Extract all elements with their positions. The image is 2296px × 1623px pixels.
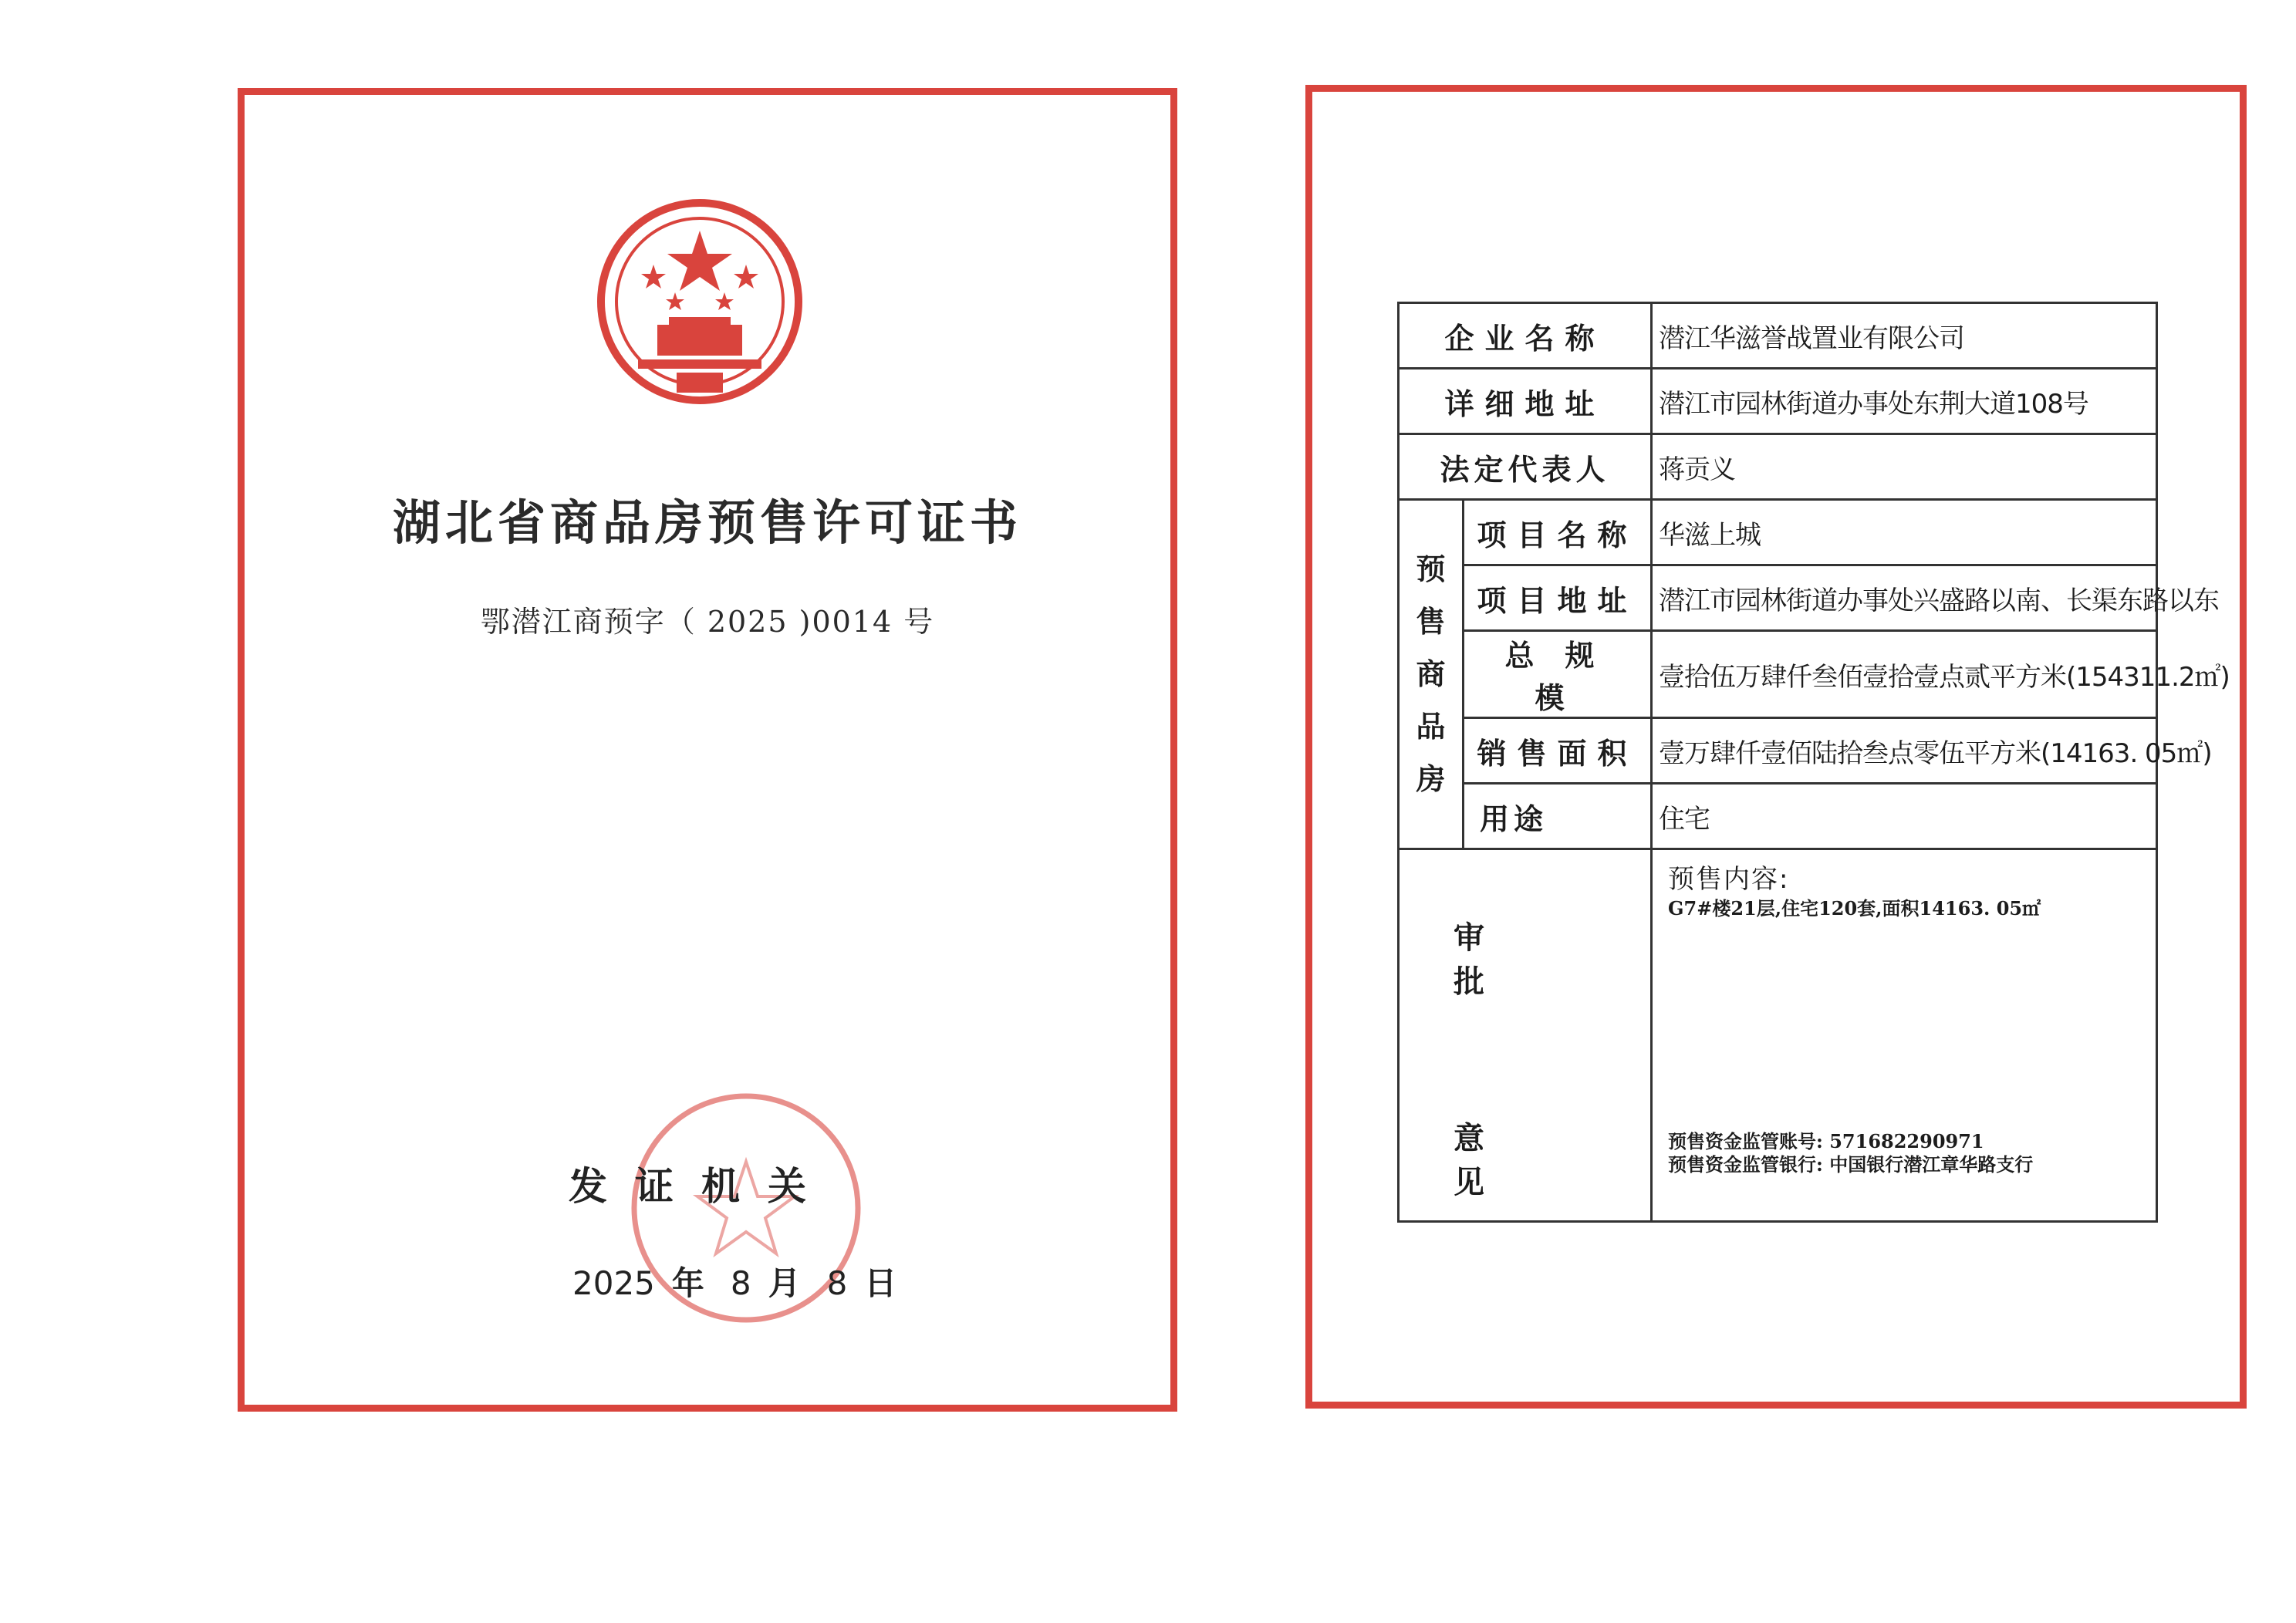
issue-date (572, 1258, 923, 1304)
certificate-info-table (1397, 302, 2230, 1223)
project-address-label: 项目地址 (1464, 565, 1652, 631)
project-name-value: 华滋上城 (1652, 500, 2157, 565)
table-row (1399, 434, 2157, 500)
usage-value: 住宅 (1652, 784, 2157, 849)
issuing-authority-label: 发证机关 (569, 1164, 834, 1209)
year-unit: 年 (671, 1264, 704, 1302)
fund-account: 预售资金监管账号: 571682290971 (1668, 1130, 1984, 1152)
presale-content-title: 预售内容: (1668, 864, 1790, 895)
national-emblem-icon (592, 194, 808, 410)
presale-content-detail: G7#楼21层,住宅120套,面积14163. 05㎡ (1668, 897, 2041, 919)
presale-group-label: 预 售 商 品 房 (1399, 500, 1464, 849)
certificate-detail-panel (1305, 85, 2247, 1409)
address-value: 潜江市园林街道办事处东荆大道108号 (1652, 369, 2157, 434)
table-row (1399, 303, 2157, 369)
project-address-value: 潜江市园林街道办事处兴盛路以南、长渠东路以东 (1652, 565, 2157, 631)
table-row (1399, 784, 2157, 849)
table-row (1399, 631, 2157, 718)
issue-month: 8 (730, 1264, 751, 1302)
certificate-cover-panel (238, 88, 1177, 1412)
table-row (1399, 718, 2157, 784)
table-row (1399, 369, 2157, 434)
approval-label-cell (1399, 849, 1652, 1222)
fund-bank: 预售资金监管银行: 中国银行潜江章华路支行 (1668, 1153, 2034, 1176)
sale-area-value: 壹万肆仟壹佰陆拾叁点零伍平方米(14163. 05㎡) (1652, 718, 2157, 784)
address-label: 详细地址 (1399, 369, 1652, 434)
approval-content-cell (1652, 849, 2157, 1222)
project-name-label: 项目名称 (1464, 500, 1652, 565)
table-row (1399, 500, 2157, 565)
table-row (1399, 849, 2157, 1222)
sale-area-label: 销售面积 (1464, 718, 1652, 784)
table-row (1399, 565, 2157, 631)
issue-year: 2025 (572, 1264, 655, 1302)
certificate-number: 鄂潜江商预字（ 2025 )0014 号 (480, 605, 935, 639)
approval-label-bottom: 意见 (1454, 1120, 1577, 1200)
approval-label-top: 审批 (1454, 919, 1577, 1000)
certificate-title: 湖北省商品房预售许可证书 (392, 494, 1022, 551)
company-name-label: 企业名称 (1399, 303, 1652, 369)
total-scale-value: 壹拾伍万肆仟叁佰壹拾壹点贰平方米(154311.2㎡) (1652, 631, 2157, 718)
total-scale-label: 总规模 (1464, 631, 1652, 718)
day-unit: 日 (864, 1264, 897, 1302)
company-name-value: 潜江华滋誉战置业有限公司 (1652, 303, 2157, 369)
legal-rep-label: 法定代表人 (1399, 434, 1652, 500)
month-unit: 月 (768, 1264, 801, 1302)
issue-day: 8 (826, 1264, 848, 1302)
usage-label: 用途 (1464, 784, 1652, 849)
legal-rep-value: 蒋贡义 (1652, 434, 2157, 500)
